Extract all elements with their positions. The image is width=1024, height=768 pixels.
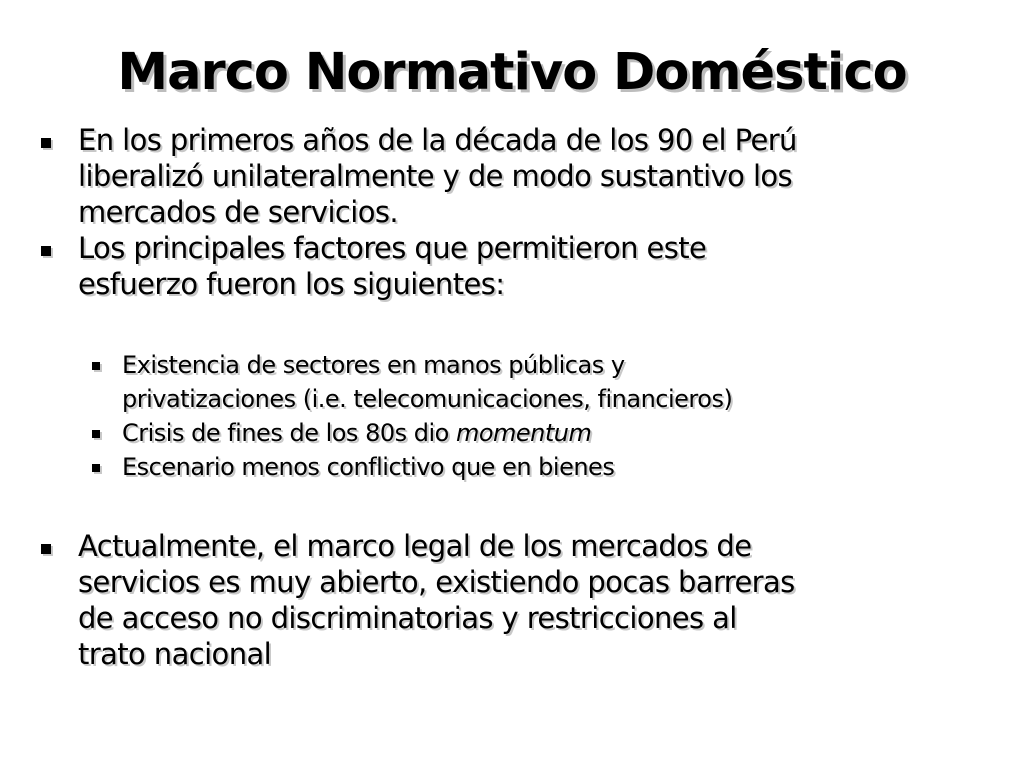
- sub-bullet-emphasis: momentum: [455, 419, 592, 447]
- square-bullet-icon: [92, 362, 100, 370]
- bullet-text-line: Actualmente, el marco legal de los mercados de: [78, 529, 752, 563]
- bullet-text-line: mercados de servicios.: [78, 195, 399, 229]
- square-bullet-icon: [92, 430, 100, 438]
- sub-bullet-item: [36, 450, 1006, 484]
- sub-bullet-text-line: [122, 416, 1006, 450]
- bullet-text-line: Los principales factores que permitieron este: [78, 231, 707, 265]
- slide-body: [36, 122, 1006, 672]
- bullet-text-line: trato nacional: [78, 637, 272, 671]
- slide-title: Marco Normativo Doméstico: [117, 43, 907, 102]
- bullet-text-line: En los primeros años de la década de los 90 el Perú: [78, 123, 797, 157]
- sub-bullet-text-line: privatizaciones (i.e. telecomunicaciones, financieros): [122, 385, 733, 413]
- spacer: [36, 484, 1006, 528]
- bullet-item: [36, 230, 1006, 302]
- bullet-text-line: liberalizó unilateralmente y de modo sustantivo los: [78, 159, 793, 193]
- square-bullet-icon: [92, 464, 100, 472]
- square-bullet-icon: [41, 246, 51, 256]
- bullet-text-line: esfuerzo fueron los siguientes:: [78, 267, 505, 301]
- square-bullet-icon: [41, 544, 51, 554]
- bullet-text-line: servicios es muy abierto, existiendo pocas barreras: [78, 565, 795, 599]
- sub-bullet-text-line: Escenario menos conflictivo que en bienes: [122, 453, 615, 481]
- spacer: [36, 302, 1006, 348]
- bullet-item: [36, 122, 1006, 230]
- square-bullet-icon: [41, 138, 51, 148]
- sub-bullet-text: Crisis de fines de los 80s dio: [122, 419, 456, 447]
- bullet-text-line: de acceso no discriminatorias y restricciones al: [78, 601, 737, 635]
- sub-bullet-item: [36, 416, 1006, 450]
- bullet-item: [36, 528, 1006, 672]
- sub-bullet-item: [36, 348, 1006, 416]
- sub-bullet-text-line: Existencia de sectores en manos públicas y: [122, 351, 625, 379]
